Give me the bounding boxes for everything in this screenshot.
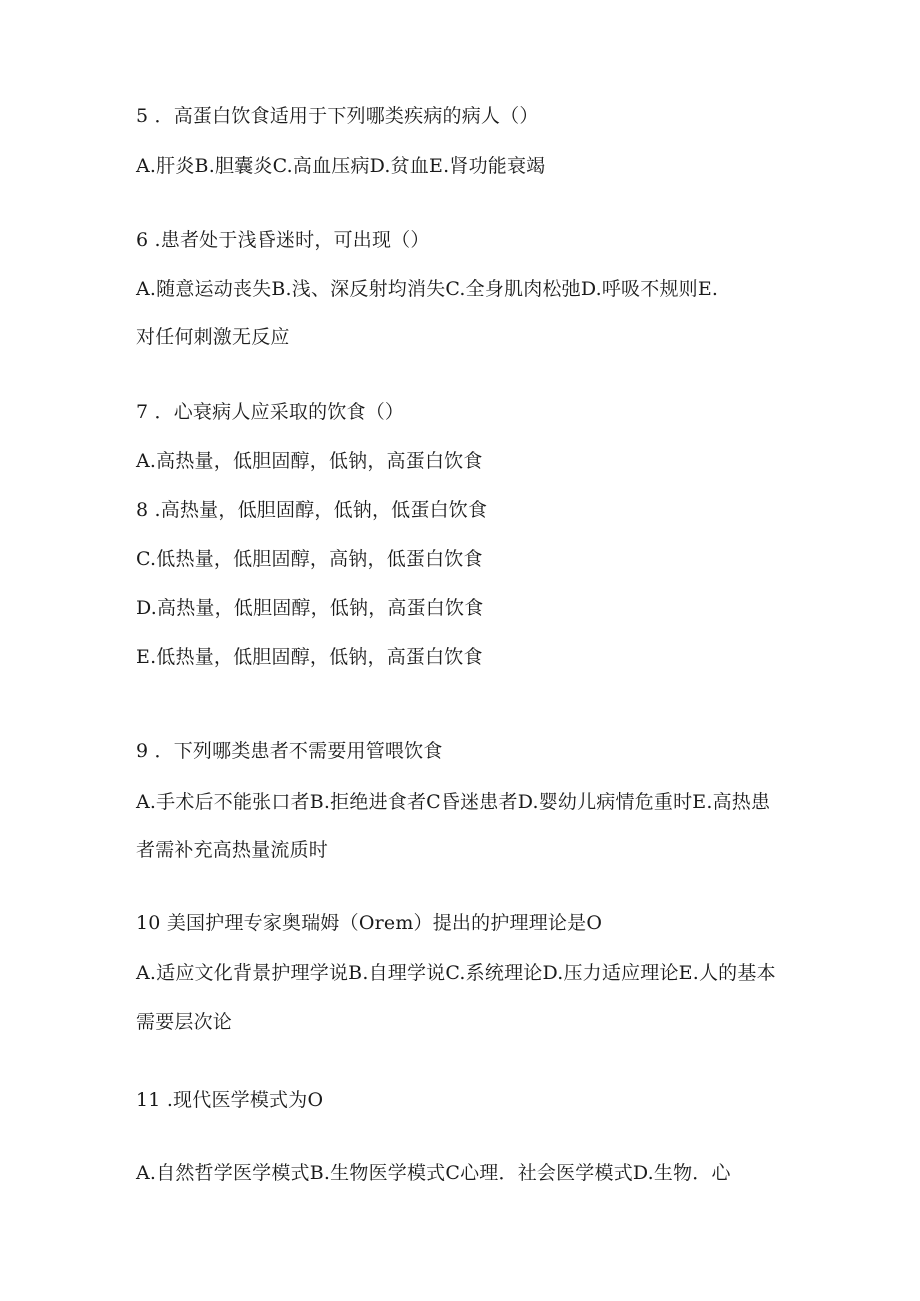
question-10-options-cont: 需要层次论 bbox=[136, 1011, 233, 1033]
question-7-option-a: A.高热量，低胆固醇，低钠，高蛋白饮食 bbox=[136, 450, 483, 472]
question-11-options: A.自然哲学医学模式B.生物医学模式C心理．社会医学模式D.生物．心 bbox=[136, 1162, 731, 1184]
question-7-option-d: D.高热量，低胆固醇，低钠，高蛋白饮食 bbox=[136, 597, 484, 619]
question-7-option-e: E.低热量，低胆固醇，低钠，高蛋白饮食 bbox=[136, 646, 483, 668]
question-6-stem: 6 .患者处于浅昏迷时，可出现（） bbox=[136, 229, 430, 251]
question-6-options: A.随意运动丧失B.浅、深反射均消失C.全身肌肉松弛D.呼吸不规则E. bbox=[136, 278, 719, 300]
question-9-options-cont: 者需补充高热量流质时 bbox=[136, 839, 329, 861]
question-5-options: A.肝炎B.胆囊炎C.高血压病D.贫血E.肾功能衰竭 bbox=[136, 155, 546, 177]
question-11-stem: 11 .现代医学模式为O bbox=[136, 1089, 324, 1111]
question-7-stem: 7 ．心衰病人应采取的饮食（） bbox=[136, 401, 405, 423]
question-10-options: A.适应文化背景护理学说B.自理学说C.系统理论D.压力适应理论E.人的基本 bbox=[136, 962, 776, 984]
question-10-stem: 10 美国护理专家奥瑞姆（Orem）提出的护理理论是O bbox=[136, 912, 603, 934]
question-5-stem: 5 ．高蛋白饮食适用于下列哪类疾病的病人（） bbox=[136, 105, 539, 127]
question-7-option-b: 8 .高热量，低胆固醇，低钠，低蛋白饮食 bbox=[136, 499, 488, 521]
question-9-stem: 9 ．下列哪类患者不需要用管喂饮食 bbox=[136, 740, 443, 762]
question-6-options-cont: 对任何刺激无反应 bbox=[136, 326, 290, 348]
question-9-options: A.手术后不能张口者B.拒绝进食者C昏迷患者D.婴幼儿病情危重时E.高热患 bbox=[136, 791, 771, 813]
question-7-option-c: C.低热量，低胆固醇，高钠，低蛋白饮食 bbox=[136, 548, 483, 570]
